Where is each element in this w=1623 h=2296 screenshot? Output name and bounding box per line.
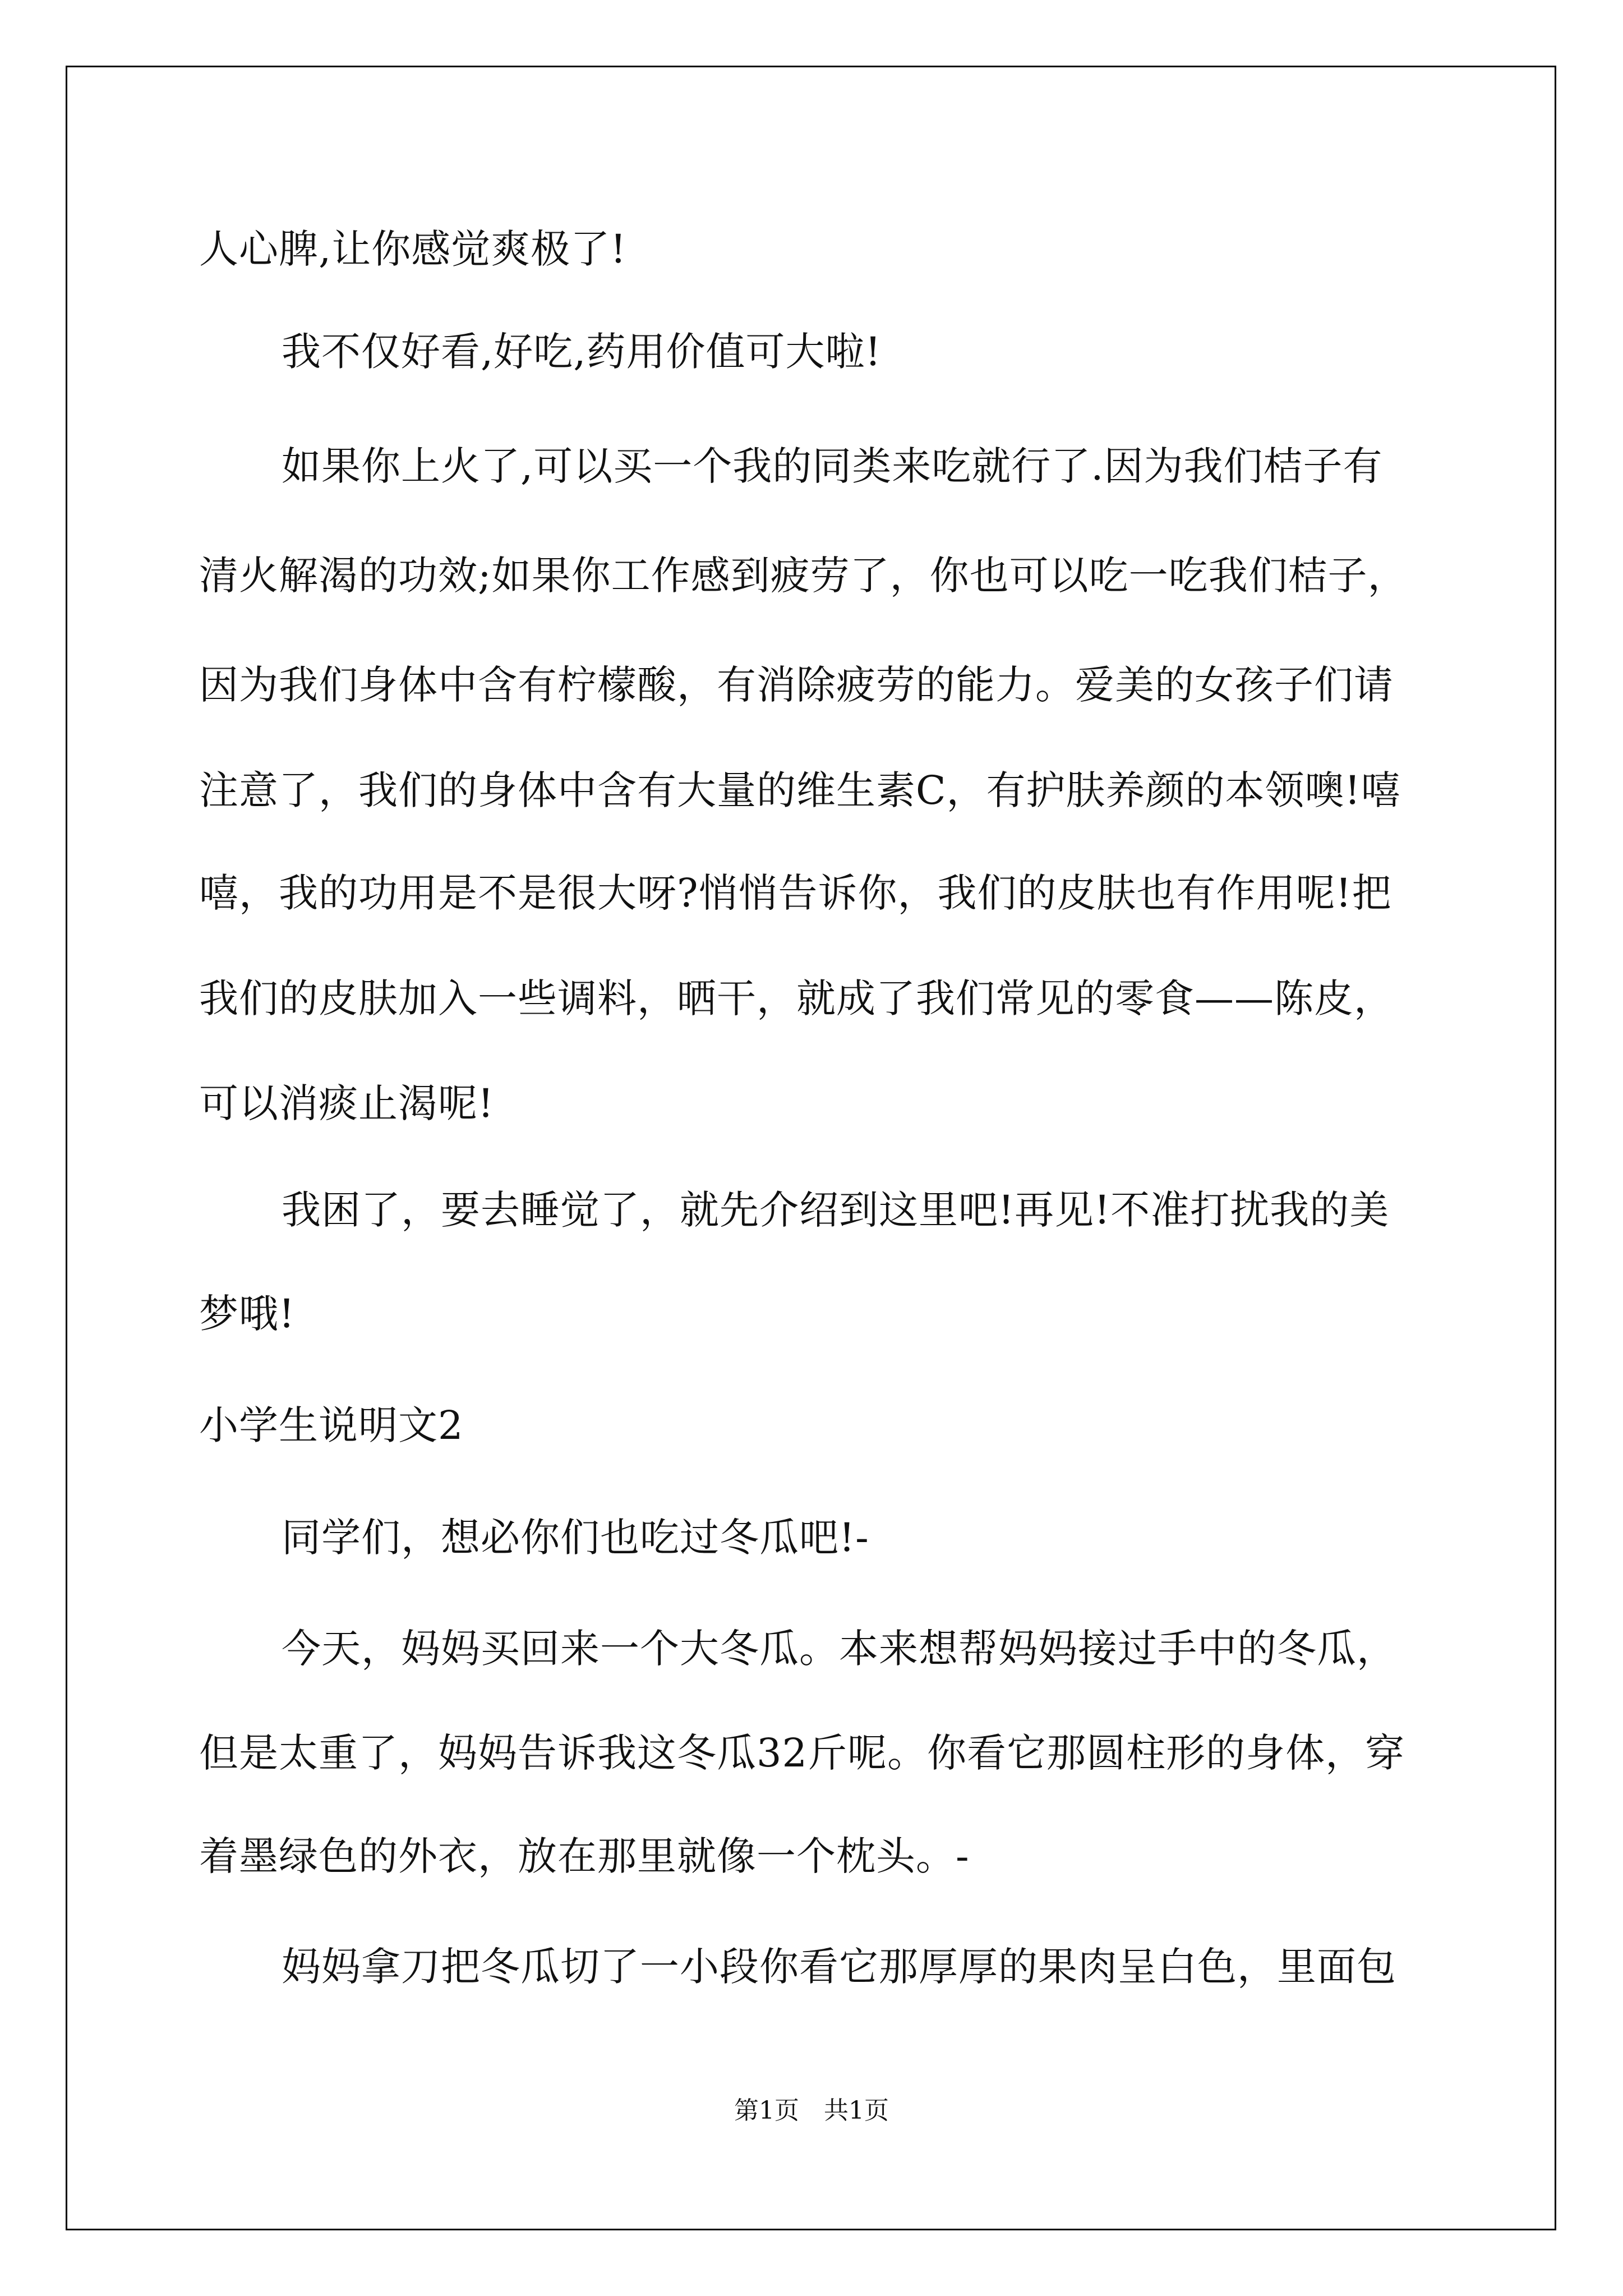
page-footer (0, 2094, 1623, 2128)
text-line-15: 着墨绿色的外衣，放在那里就像一个枕头。- (199, 1833, 970, 1879)
text-line-12: 同学们，想必你们也吃过冬瓜吧!- (282, 1515, 869, 1561)
page-border (66, 66, 1556, 2230)
text-line-7: 嘻，我的功用是不是很大呀?悄悄告诉你，我们的皮肤也有作用呢!把 (199, 870, 1392, 916)
text-line-9: 可以消痰止渴呢! (199, 1080, 495, 1126)
text-line-3: 如果你上火了,可以买一个我的同类来吃就行了.因为我们桔子有 (282, 443, 1383, 489)
text-line-8: 我们的皮肤加入一些调料，晒干，就成了我们常见的零食——陈皮， (199, 976, 1394, 1022)
text-line-10: 我困了，要去睡觉了，就先介绍到这里吧!再见!不准打扰我的美 (282, 1187, 1390, 1233)
text-line-14: 但是太重了，妈妈告诉我这冬瓜32斤呢。你看它那圆柱形的身体，穿 (199, 1730, 1405, 1776)
text-line-1: 人心脾,让你感觉爽极了! (199, 226, 627, 272)
text-line-11: 梦哦! (199, 1291, 296, 1337)
page-total: 共1页 (824, 2096, 889, 2125)
section-heading: 小学生说明文2 (199, 1402, 464, 1448)
text-line-4: 清火解渴的功效;如果你工作感到疲劳了，你也可以吃一吃我们桔子， (199, 553, 1408, 599)
text-line-2: 我不仅好看,好吃,药用价值可大啦! (282, 329, 882, 375)
text-line-16: 妈妈拿刀把冬瓜切了一小段你看它那厚厚的果肉呈白色，里面包 (282, 1944, 1396, 1990)
text-line-13: 今天，妈妈买回来一个大冬瓜。本来想帮妈妈接过手中的冬瓜， (282, 1626, 1396, 1672)
page-number: 第1页 (734, 2096, 799, 2125)
text-line-6: 注意了，我们的身体中含有大量的维生素C，有护肤养颜的本领噢!嘻 (199, 767, 1401, 813)
text-line-5: 因为我们身体中含有柠檬酸，有消除疲劳的能力。爱美的女孩子们请 (199, 662, 1394, 708)
